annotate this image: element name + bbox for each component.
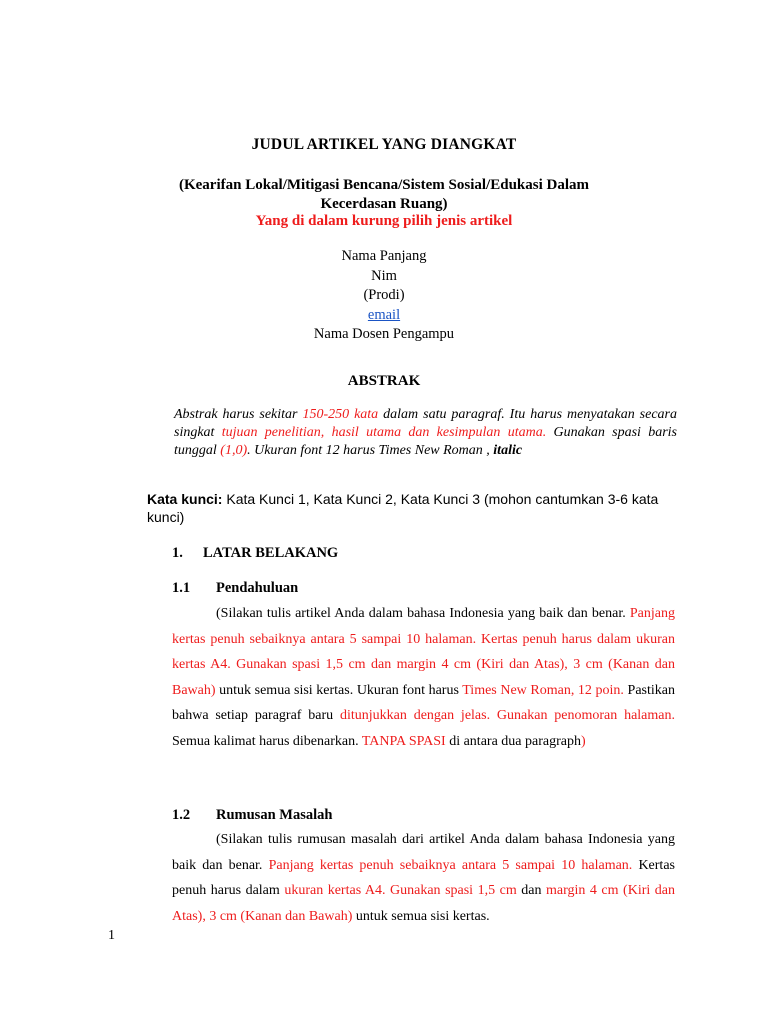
abstract-part-red: tujuan penelitian, hasil utama dan kesimpulan utama. bbox=[221, 425, 547, 440]
body-text: Semua kalimat harus dibenarkan. bbox=[172, 733, 362, 749]
body-text-red: ukuran kertas A4. Gunakan spasi 1,5 cm bbox=[284, 883, 517, 899]
body-text-red: ditunjukkan dengan jelas. Gunakan penomoran halaman. bbox=[339, 708, 675, 724]
body-text-red: Times New Roman, 12 poin. bbox=[462, 682, 624, 698]
body-text-red: Panjang kertas penuh sebaiknya antara 5 sampai 10 halaman. bbox=[268, 857, 633, 873]
abstract-part: Abstrak harus sekitar bbox=[174, 407, 303, 422]
article-category-line2: Kecerdasan Ruang) bbox=[320, 196, 448, 212]
body-text: untuk semua sisi kertas. Ukuran font harus bbox=[215, 682, 463, 698]
article-title: JUDUL ARTIKEL YANG DIANGKAT bbox=[251, 136, 517, 153]
section-1-2-title: Rumusan Masalah bbox=[216, 807, 333, 823]
abstract-part-bold: italic bbox=[493, 443, 523, 458]
article-category bbox=[0, 176, 768, 214]
author-name: Nama Panjang bbox=[341, 248, 427, 264]
body-text: (Silakan tulis artikel Anda dalam bahasa Indonesia yang baik dan benar. bbox=[216, 606, 630, 621]
author-block bbox=[0, 247, 768, 345]
section-1-1-body bbox=[172, 601, 675, 755]
keywords-text: Kata Kunci 1, Kata Kunci 2, Kata Kunci 3 (mohon cantumkan 3-6 kata kunci) bbox=[147, 491, 659, 525]
author-nim: Nim bbox=[371, 267, 397, 284]
section-1-2-number: 1.2 bbox=[172, 807, 191, 823]
abstract-part: Gunakan spasi baris tunggal bbox=[174, 425, 677, 458]
author-email-link[interactable]: email bbox=[367, 306, 401, 323]
section-1-1-number: 1.1 bbox=[172, 580, 191, 596]
abstract-part: . Ukuran font 12 harus Times New Roman , bbox=[247, 443, 494, 458]
body-text: Pastikan bahwa setiap paragraf baru bbox=[172, 682, 675, 724]
keywords bbox=[147, 490, 667, 526]
article-category-line1: (Kearifan Lokal/Mitigasi Bencana/Sistem Sosial/Edukasi Dalam bbox=[178, 177, 590, 193]
lecturer-name: Nama Dosen Pengampu bbox=[313, 326, 455, 342]
body-text: untuk semua sisi kertas. bbox=[352, 908, 490, 924]
section-1-number: 1. bbox=[172, 545, 183, 561]
abstract-text bbox=[174, 406, 677, 460]
abstract-part: dalam satu paragraf. Itu harus menyatakan secara singkat bbox=[174, 407, 677, 440]
section-1-1-title: Pendahuluan bbox=[216, 580, 299, 596]
author-prodi: (Prodi) bbox=[363, 287, 405, 303]
keywords-label: Kata kunci: bbox=[147, 491, 227, 507]
section-1-2-body bbox=[172, 827, 675, 929]
page-number: 1 bbox=[108, 928, 115, 943]
body-text: (Silakan tulis rumusan masalah dari artikel Anda dalam bahasa Indonesia yang baik dan benar. bbox=[172, 832, 675, 873]
body-text-red: ) bbox=[580, 733, 586, 749]
body-text: di antara dua paragraph bbox=[445, 733, 581, 749]
body-text-red: TANPA SPASI bbox=[361, 733, 446, 749]
body-text-red: Panjang kertas penuh sebaiknya antara 5 sampai 10 halaman. Kertas penuh harus dalam ukuran kertas A4. Gunakan spasi 1,5 cm dan margin 4 cm (Kiri dan Atas), 3 cm (Kanan dan Bawah) bbox=[172, 606, 675, 698]
abstract-heading: ABSTRAK bbox=[347, 373, 421, 389]
body-text-red: margin 4 cm (Kiri dan Atas), 3 cm (Kanan dan Bawah) bbox=[172, 883, 675, 924]
body-text: Kertas penuh harus dalam bbox=[172, 857, 675, 899]
section-1-title: LATAR BELAKANG bbox=[203, 545, 339, 561]
body-text: dan bbox=[516, 883, 546, 899]
abstract-part-red: (1,0) bbox=[220, 443, 248, 458]
category-note: Yang di dalam kurung pilih jenis artikel bbox=[255, 213, 513, 229]
abstract-part-red: 150-250 kata bbox=[302, 407, 379, 422]
